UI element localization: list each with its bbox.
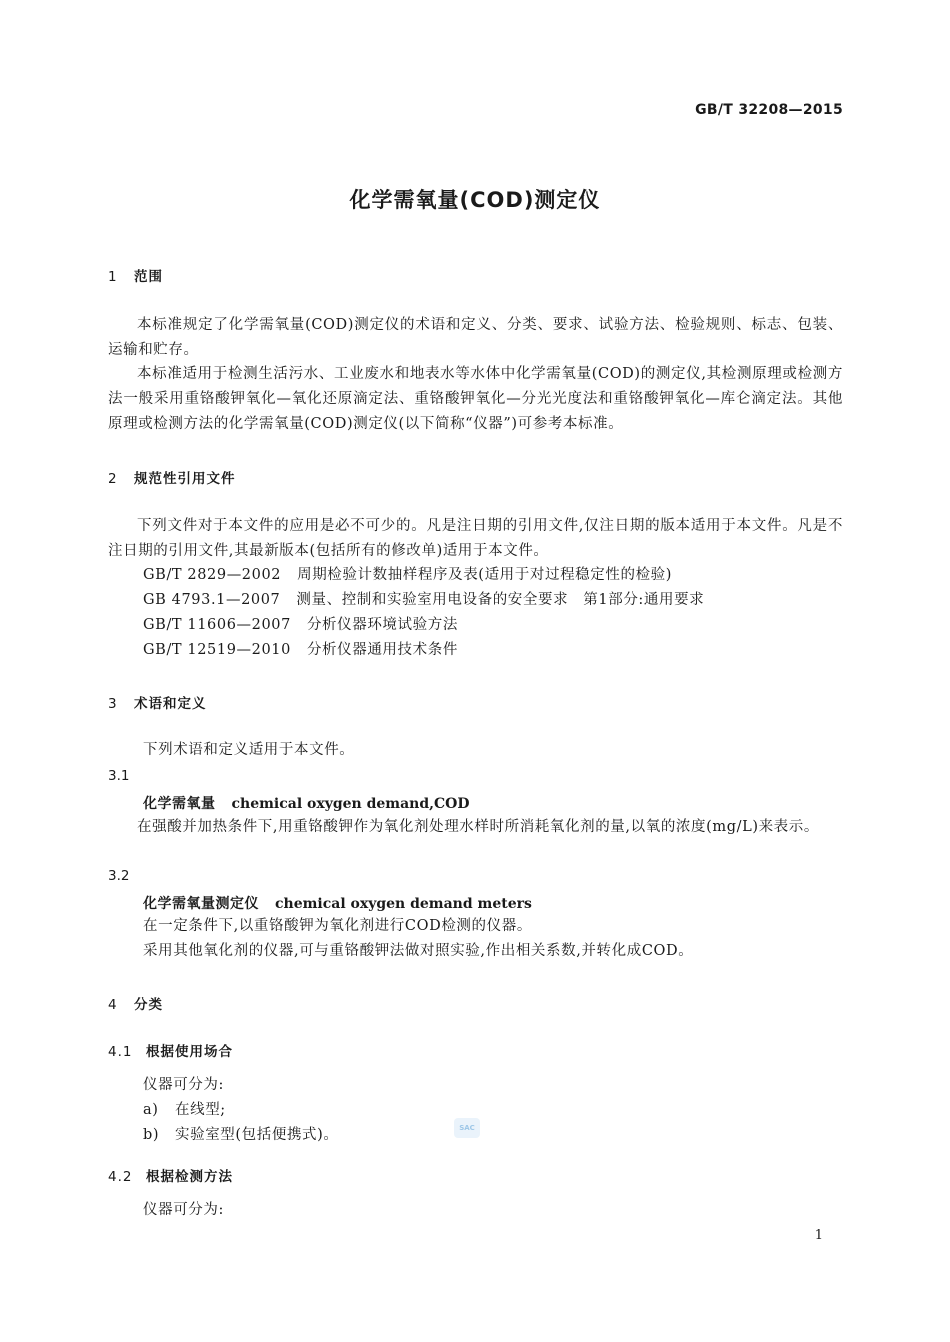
term-english: chemical oxygen demand meters xyxy=(275,896,532,912)
section-1-paragraph-2: 本标准适用于检测生活污水、工业废水和地表水等水体中化学需氧量(COD)的测定仪,其检测原理或检测方法一般采用重铬酸钾氧化—氧化还原滴定法、重铬酸钾氧化—分光光度法和重铬酸钾氧化—库仑滴定法。其他原理或检测方法的化学需氧量(COD)测定仪(以下简称“仪器”)可参考本标准。 xyxy=(108,366,843,432)
section-number: 2 xyxy=(108,471,118,487)
reference-code: GB/T 11606—2007 xyxy=(143,617,291,633)
section-number: 4.1 xyxy=(108,1044,133,1060)
list-text: 实验室型(包括便携式)。 xyxy=(175,1127,339,1143)
subsection-4-1-heading xyxy=(108,1040,233,1060)
section-title: 规范性引用文件 xyxy=(134,471,236,487)
reference-title: 测量、控制和实验室用电设备的安全要求 第1部分:通用要求 xyxy=(296,592,705,608)
reference-item xyxy=(143,563,672,588)
section-1-heading xyxy=(108,265,163,285)
list-label: a) xyxy=(143,1102,159,1118)
document-title: 化学需氧量(COD)测定仪 xyxy=(349,188,601,212)
term-english: chemical oxygen demand,COD xyxy=(231,796,470,812)
section-3-heading xyxy=(108,692,207,712)
section-number: 3 xyxy=(108,696,118,712)
section-4-heading xyxy=(108,993,163,1013)
section-2-intro: 下列文件对于本文件的应用是必不可少的。凡是注日期的引用文件,仅注日期的版本适用于本文件。凡是不注日期的引用文件,其最新版本(包括所有的修改单)适用于本文件。 xyxy=(108,518,843,559)
clause-number: 3.1 xyxy=(108,768,130,784)
clause-number: 3.2 xyxy=(108,868,130,884)
section-title: 术语和定义 xyxy=(134,696,207,712)
page-number: 1 xyxy=(814,1228,823,1243)
term-definition: 在一定条件下,以重铬酸钾为氧化剂进行COD检测的仪器。 xyxy=(143,918,532,934)
subsection-4-2-heading xyxy=(108,1165,233,1185)
section-1-paragraph-1: 本标准规定了化学需氧量(COD)测定仪的术语和定义、分类、要求、试验方法、检验规则、标志、包装、运输和贮存。 xyxy=(108,317,843,358)
section-number: 4 xyxy=(108,997,118,1013)
reference-code: GB 4793.1—2007 xyxy=(143,592,281,608)
standard-number: GB/T 32208—2015 xyxy=(695,102,843,118)
section-2-heading xyxy=(108,467,236,487)
reference-code: GB/T 12519—2010 xyxy=(143,642,291,658)
watermark-logo: SAC xyxy=(454,1118,480,1138)
section-title: 根据使用场合 xyxy=(146,1044,233,1060)
reference-item xyxy=(143,638,458,663)
reference-code: GB/T 2829—2002 xyxy=(143,567,282,583)
list-item xyxy=(143,1098,226,1123)
term-heading xyxy=(143,793,470,813)
term-definition: 在强酸并加热条件下,用重铬酸钾作为氧化剂处理水样时所消耗氧化剂的量,以氧的浓度(mg/L)来表示。 xyxy=(137,819,819,835)
term-note: 采用其他氧化剂的仪器,可与重铬酸钾法做对照实验,作出相关系数,并转化成COD。 xyxy=(143,943,694,959)
section-number: 4.2 xyxy=(108,1169,133,1185)
list-item xyxy=(143,1123,339,1148)
section-number: 1 xyxy=(108,269,118,285)
section-3-intro: 下列术语和定义适用于本文件。 xyxy=(143,742,355,758)
reference-title: 分析仪器通用技术条件 xyxy=(306,642,458,658)
reference-title: 分析仪器环境试验方法 xyxy=(306,617,458,633)
list-label: b) xyxy=(143,1127,160,1143)
term-chinese: 化学需氧量 xyxy=(143,796,216,812)
section-title: 根据检测方法 xyxy=(146,1169,233,1185)
term-chinese: 化学需氧量测定仪 xyxy=(143,896,259,912)
section-title: 分类 xyxy=(134,997,163,1013)
term-heading xyxy=(143,893,532,913)
section-title: 范围 xyxy=(134,269,163,285)
subsection-intro: 仪器可分为: xyxy=(143,1202,224,1218)
reference-item xyxy=(143,613,458,638)
list-text: 在线型; xyxy=(175,1102,226,1118)
subsection-intro: 仪器可分为: xyxy=(143,1077,224,1093)
reference-title: 周期检验计数抽样程序及表(适用于对过程稳定性的检验) xyxy=(297,567,673,583)
reference-item xyxy=(143,588,704,613)
